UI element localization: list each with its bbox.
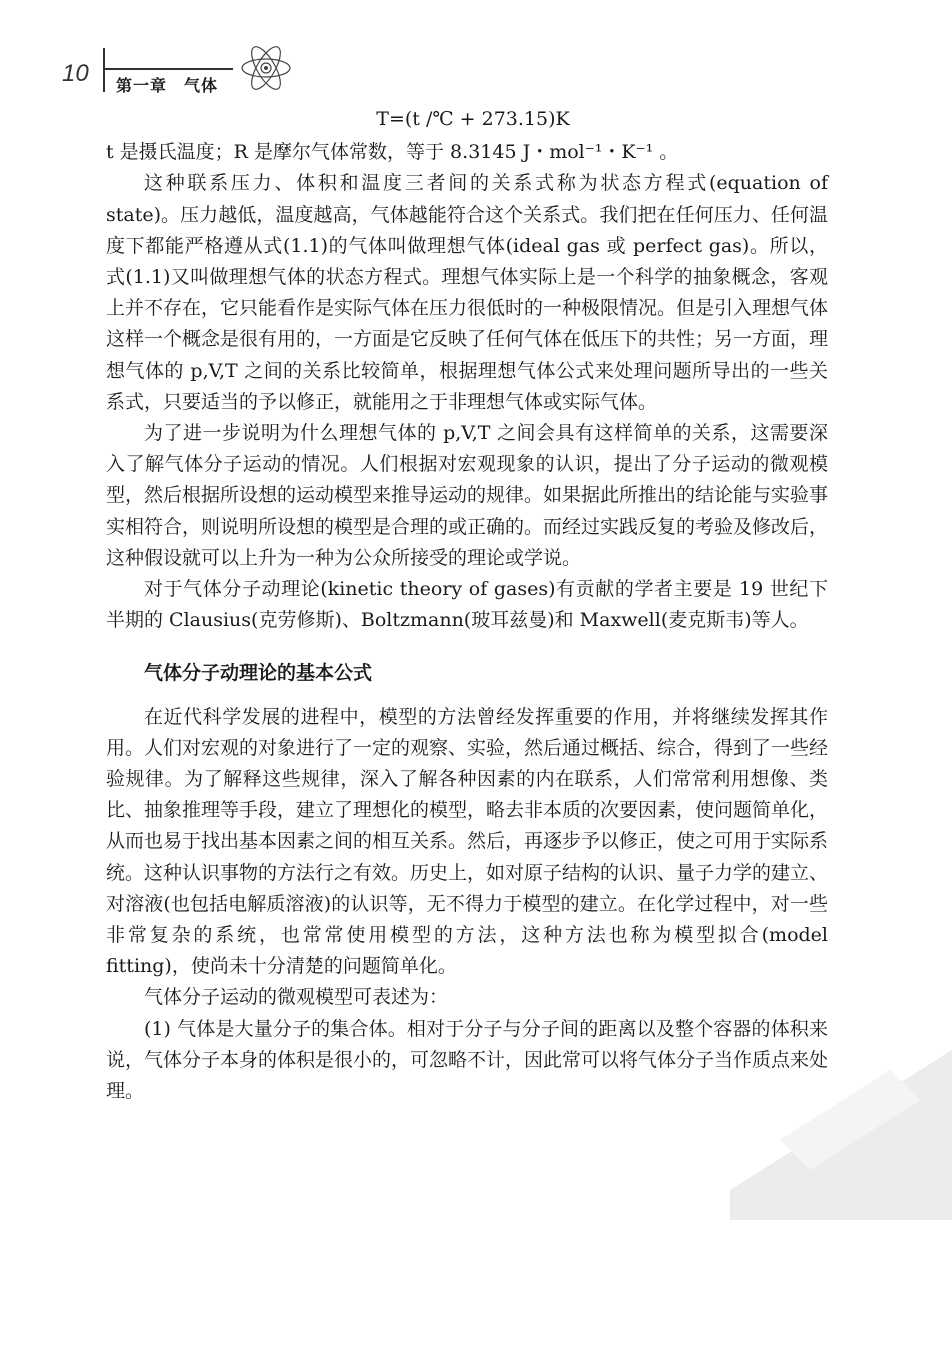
paragraph-variable-definitions: t 是摄氏温度；R 是摩尔气体常数，等于 8.3145 J・mol⁻¹・K⁻¹ 。 xyxy=(106,141,679,164)
paragraph-model-method: 在近代科学发展的进程中，模型的方法曾经发挥重要的作用，并将继续发挥其作用。人们对宏观的对象进行了一定的观察、实验，然后通过概括、综合，得到了一些经验规律。为了解释这些规律，深入了解各种因素的内在联系，人们常常利用想像、类比、抽象推理等手段，建立了理想化的模型，略去非本质的次要因素，使问题简单化，从而也易于找出基本因素之间的相互关系。然后，再逐步予以修正，使之可用于实际系统。这种认识事物的方法行之有效。历史上，如对原子结构的认识、量子力学的建立、对溶液(也包括电解质溶液)的认识等，无不得力于模型的建立。在化学过程中，对一些非常复杂的系统，也常常使用模型的方法，这种方法也称为模型拟合(model fitting)，使尚未十分清楚的问题简单化。 xyxy=(106,705,829,978)
paragraph-model-point-1: (1) 气体是大量分子的集合体。相对于分子与分子间的距离以及整个容器的体积来说，气体分子本身的体积是很小的，可忽略不计，因此常可以将气体分子当作质点来处理。 xyxy=(106,1017,829,1103)
paragraph-contributors: 对于气体分子动理论(kinetic theory of gases)有贡献的学者主要是 19 世纪下半期的 Clausius(克劳修斯)、Boltzmann(玻耳兹曼)和 Maxwell(麦克斯韦)等人。 xyxy=(106,578,828,632)
atom-icon xyxy=(238,40,294,96)
page-body xyxy=(106,96,828,1107)
header-divider-vertical xyxy=(103,48,105,92)
paragraph-molecular-motion: 为了进一步说明为什么理想气体的 p,V,T 之间会具有这样简单的关系，这需要深入了解气体分子运动的情况。人们根据对宏观现象的认识，提出了分子运动的微观模型，然后根据所设想的运动模型来推导运动的规律。如果据此所推出的结论能与实验事实相符合，则说明所设想的模型是合理的或正确的。而经过实践反复的考验及修改后，这种假设就可以上升为一种为公众所接受的理论或学说。 xyxy=(106,422,829,569)
chapter-title: 第一章 气体 xyxy=(116,76,219,95)
page-number: 10 xyxy=(62,60,89,87)
section-heading: 气体分子动理论的基本公式 xyxy=(144,662,373,685)
paragraph-model-intro: 气体分子运动的微观模型可表述为： xyxy=(144,986,449,1009)
paragraph-state-equation: 这种联系压力、体积和温度三者间的关系式称为状态方程式(equation of state)。压力越低，温度越高，气体越能符合这个关系式。我们把在任何压力、任何温度下都能严格遵从式(1.1)的气体叫做理想气体(ideal gas 或 perfect gas)。所以，式(1.1)又叫做理想气体的状态方程式。理想气体实际上是一个科学的抽象概念，客观上并不存在，它只能看作是实际气体在压力很低时的一种极限情况。但是引入理想气体这样一个概念是很有用的，一方面是它反映了任何气体在低压下的共性；另一方面，理想气体的 p,V,T 之间的关系比较简单，根据理想气体公式来处理问题所导出的一些关系式，只要适当的予以修正，就能用之于非理想气体或实际气体。 xyxy=(106,172,829,413)
header-divider-horizontal xyxy=(103,68,233,70)
temperature-formula: T=(t /℃ + 273.15)K xyxy=(376,108,570,130)
